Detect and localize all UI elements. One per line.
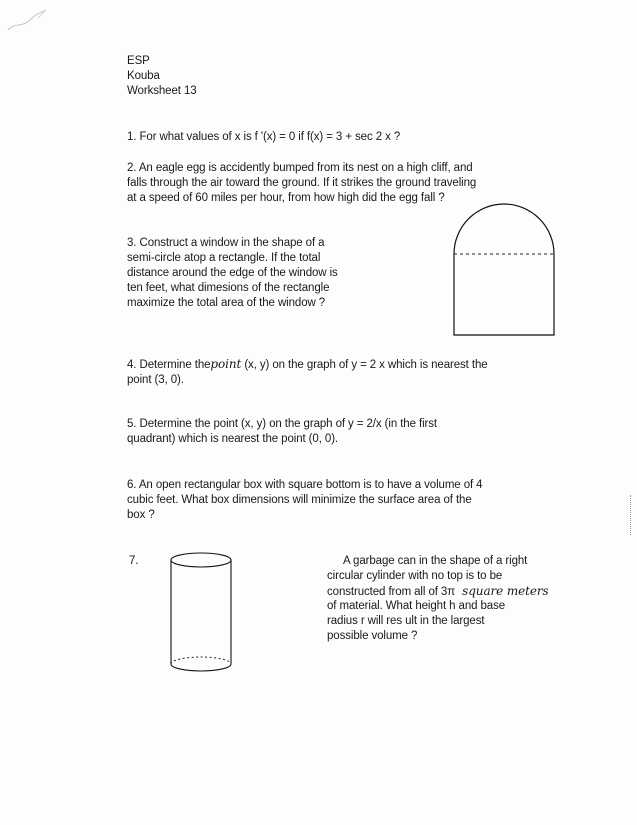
problem-5-line-1: 5. Determine the point (x, y) on the graph of y = 2/x (in the first — [127, 418, 438, 430]
problem-1-text: 1. For what values of x is f '(x) = 0 if f(x) = 3 + sec 2 x ? — [127, 131, 401, 143]
problem-7-text-start: constructed from all of 3π — [327, 586, 456, 598]
problem-2-line-2: falls through the air toward the ground. If it strikes the ground traveling — [127, 177, 477, 189]
problem-3-line-3: distance around the edge of the window is — [127, 267, 338, 279]
problem-3-line-2: semi-circle atop a rectangle. If the total — [127, 252, 321, 264]
problem-2-line-1: 2. An eagle egg is accidently bumped from its nest on a high cliff, and — [127, 162, 473, 174]
problem-4-handwritten-point: point — [210, 357, 242, 371]
problem-4-text-end: (x, y) on the graph of y = 2 x which is nearest the — [241, 359, 488, 371]
problem-7-number: 7. — [129, 555, 139, 567]
problem-3-line-5: maximize the total area of the window ? — [127, 297, 326, 309]
problem-7-line-5: radius r will res ult in the largest — [327, 615, 485, 627]
cylinder-bottom-back-dashed — [171, 657, 231, 664]
window-diagram — [448, 200, 560, 340]
problem-3-line-4: ten feet, what dimesions of the rectangle — [127, 282, 330, 294]
problem-7-line-4: of material. What height h and base — [327, 600, 506, 612]
scan-edge-mark — [628, 495, 631, 535]
problem-6-line-3: box ? — [127, 509, 155, 521]
instructor-label: Kouba — [127, 70, 160, 82]
problem-4-line-1 — [127, 357, 488, 373]
cylinder-bottom-front — [171, 664, 231, 671]
problem-7-line-3 — [327, 584, 549, 600]
problem-6-line-1: 6. An open rectangular box with square bottom is to have a volume of 4 — [127, 479, 483, 491]
worksheet-title: Worksheet 13 — [127, 85, 197, 97]
problem-7-line-1: A garbage can in the shape of a right — [343, 555, 528, 567]
problem-7-line-6: possible volume ? — [327, 630, 418, 642]
problem-7-line-2: circular cylinder with no top is to be — [327, 570, 503, 582]
problem-4-text-start: 4. Determine the — [127, 359, 211, 371]
problem-6-line-2: cubic feet. What box dimensions will minimize the surface area of the — [127, 494, 472, 506]
course-label: ESP — [127, 55, 150, 67]
corner-scribble — [0, 0, 60, 40]
problem-3-line-1: 3. Construct a window in the shape of a — [127, 237, 325, 249]
cylinder-top-ellipse — [171, 553, 231, 567]
problem-2-line-3: at a speed of 60 miles per hour, from how high did the egg fall ? — [127, 192, 445, 204]
problem-5-line-2: quadrant) which is nearest the point (0, 0). — [127, 433, 339, 445]
window-outline — [454, 204, 554, 335]
problem-4-line-2: point (3, 0). — [127, 374, 184, 386]
problem-7-handwritten-units: square meters — [462, 584, 549, 598]
cylinder-diagram — [164, 548, 240, 684]
